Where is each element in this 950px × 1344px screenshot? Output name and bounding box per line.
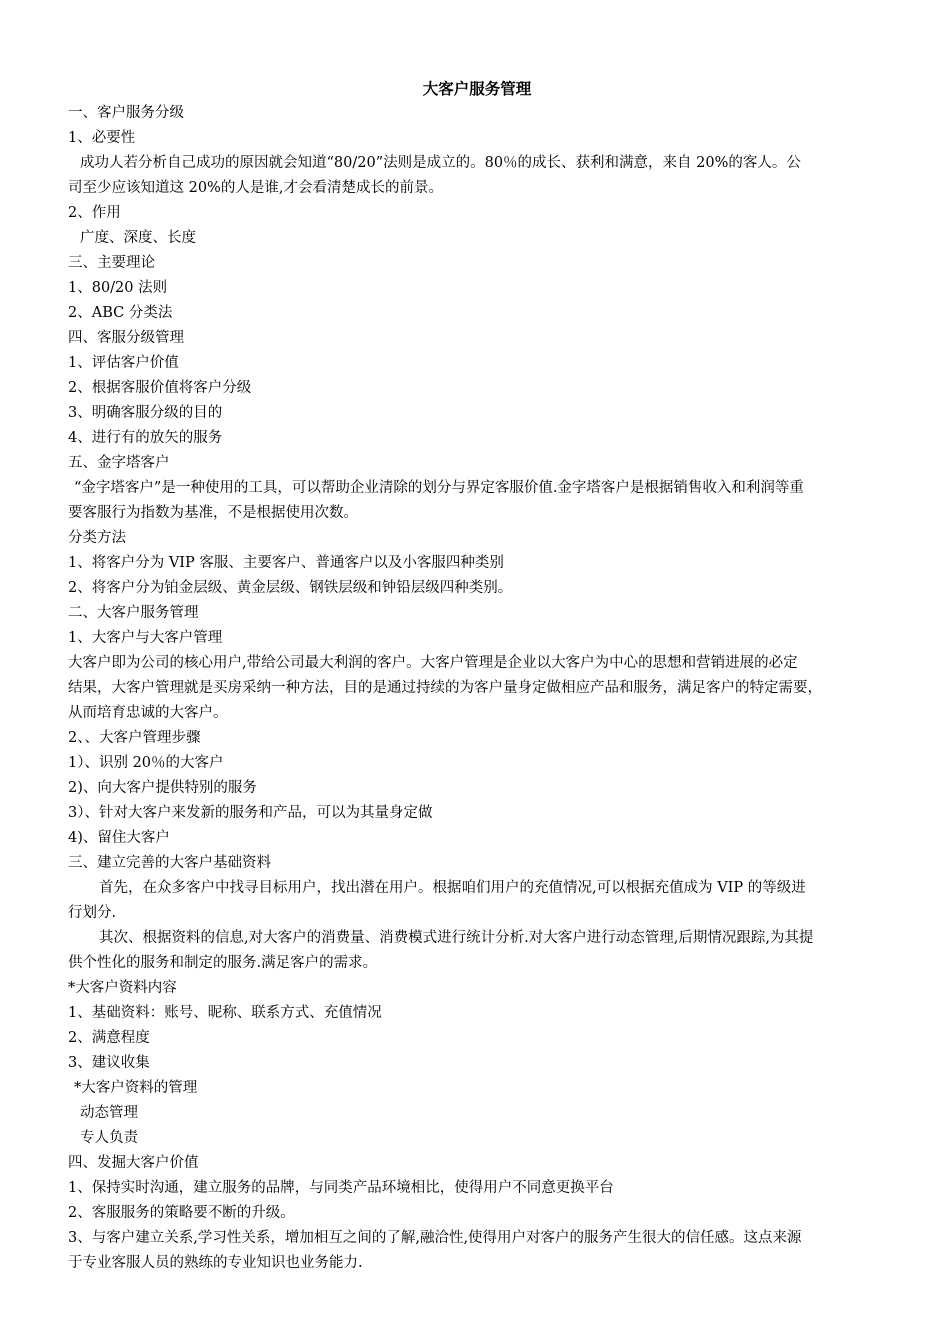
text-line: 3）、针对大客户来发新的服务和产品，可以为其量身定做 bbox=[68, 805, 433, 821]
text-line: 4、进行有的放矢的服务 bbox=[68, 430, 223, 446]
text-line: 于专业客服人员的熟练的专业知识也业务能力. bbox=[68, 1255, 363, 1271]
text-line: 结果，大客户管理就是买房采纳一种方法，目的是通过持续的为客户量身定做相应产品和服务，满足客户的特定需要， bbox=[68, 680, 822, 696]
text-line: 二、大客户服务管理 bbox=[68, 605, 199, 621]
text-line: 1、评估客户价值 bbox=[68, 355, 179, 371]
text-line: 行划分. bbox=[68, 905, 117, 921]
text-line: 三、建立完善的大客户基础资料 bbox=[68, 855, 271, 871]
text-line: 其次、根据资料的信息,对大客户的消费量、消费模式进行统计分析.对大客户进行动态管理,后期情况跟踪,为其提 bbox=[99, 930, 814, 946]
text-line: 2、、大客户管理步骤 bbox=[68, 730, 201, 746]
text-line: 2、作用 bbox=[68, 205, 121, 221]
text-line: “金字塔客户”是一种使用的工具，可以帮助企业清除的划分与界定客服价值.金字塔客户是根据销售收入和利润等重 bbox=[74, 480, 804, 496]
text-line: 三、主要理论 bbox=[68, 255, 155, 271]
text-line: 五、金字塔客户 bbox=[68, 455, 170, 471]
text-line: 广度、深度、长度 bbox=[80, 230, 196, 246]
text-line: 4)、留住大客户 bbox=[68, 830, 170, 846]
text-line: 2、客服服务的策略要不断的升级。 bbox=[68, 1205, 295, 1221]
text-line: *大客户资料的管理 bbox=[74, 1080, 198, 1096]
text-line: 要客服行为指数为基准，不是根据使用次数。 bbox=[68, 505, 358, 521]
text-line: 司至少应该知道这 20%的人是谁,才会看清楚成长的前景。 bbox=[68, 180, 443, 196]
text-line: 2)、向大客户提供特别的服务 bbox=[68, 780, 257, 796]
text-line: 1、保持实时沟通，建立服务的品牌，与同类产品环境相比，使得用户不同意更换平台 bbox=[68, 1180, 614, 1196]
text-line: 从而培育忠诚的大客户。 bbox=[68, 705, 228, 721]
text-line: 1、必要性 bbox=[68, 130, 136, 146]
text-line: 首先，在众多客户中找寻目标用户，找出潜在用户。根据咱们用户的充值情况,可以根据充值成为 VIP 的等级进 bbox=[99, 880, 806, 896]
text-line: 分类方法 bbox=[68, 530, 126, 546]
text-line: 四、发掘大客户价值 bbox=[68, 1155, 199, 1171]
text-line: 1、大客户与大客户管理 bbox=[68, 630, 223, 646]
text-line: 1、80/20 法则 bbox=[68, 280, 168, 296]
document-page bbox=[68, 76, 886, 1276]
document-title: 大客户服务管理 bbox=[422, 79, 532, 98]
text-line: 2、ABC 分类法 bbox=[68, 305, 173, 321]
text-line: 1、将客户分为 VIP 客服、主要客户、普通客户以及小客服四种类别 bbox=[68, 555, 504, 571]
text-line: 3、明确客服分级的目的 bbox=[68, 405, 223, 421]
text-line: 供个性化的服务和制定的服务.满足客户的需求。 bbox=[68, 955, 378, 971]
text-line: 一、客户服务分级 bbox=[68, 105, 184, 121]
document-body bbox=[68, 101, 886, 1276]
text-line: *大客户资料内容 bbox=[68, 980, 177, 996]
text-line: 2、根据客服价值将客户分级 bbox=[68, 380, 252, 396]
text-line: 四、客服分级管理 bbox=[68, 330, 184, 346]
text-line: 1）、识别 20％的大客户 bbox=[68, 755, 224, 771]
text-line: 3、与客户建立关系,学习性关系，增加相互之间的了解,融洽性,使得用户对客户的服务产生很大的信任感。这点来源 bbox=[68, 1230, 802, 1246]
text-line: 1、基础资料：账号、昵称、联系方式、充值情况 bbox=[68, 1005, 382, 1021]
text-line: 动态管理 bbox=[80, 1105, 138, 1121]
text-line: 专人负责 bbox=[80, 1130, 138, 1146]
text-line: 成功人若分析自己成功的原因就会知道“80/20”法则是成立的。80％的成长、获利和满意，来自 20%的客人。公 bbox=[80, 155, 801, 171]
text-line: 3、建议收集 bbox=[68, 1055, 150, 1071]
text-line: 2、满意程度 bbox=[68, 1030, 150, 1046]
text-line: 大客户即为公司的核心用户,带给公司最大利润的客户。大客户管理是企业以大客户为中心的思想和营销进展的必定 bbox=[68, 655, 798, 671]
text-line: 2、将客户分为铂金层级、黄金层级、钢铁层级和钟铅层级四种类别。 bbox=[68, 580, 513, 596]
